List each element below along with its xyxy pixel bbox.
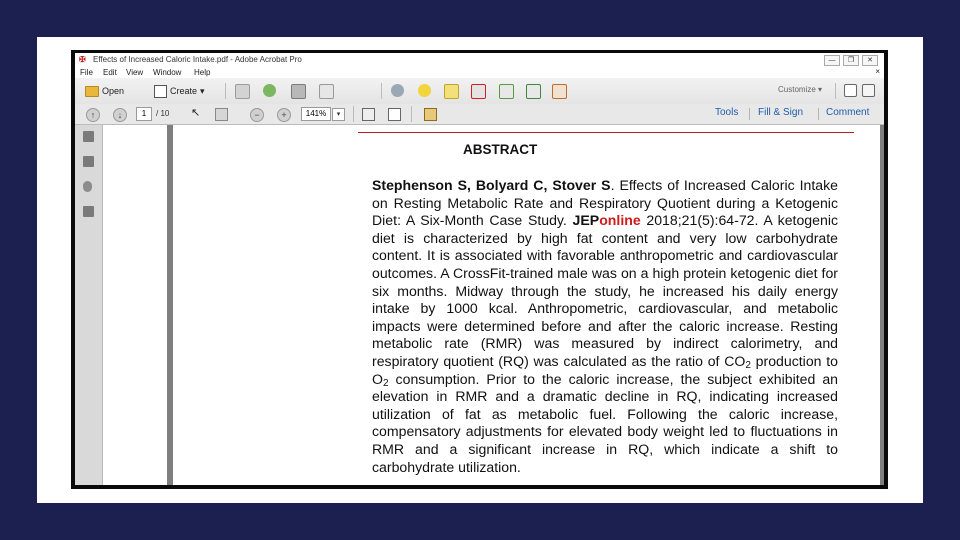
page-number-input[interactable]: 1 [136,107,152,121]
settings-gear-icon[interactable] [391,84,404,97]
menu-view[interactable]: View [126,68,144,77]
menu-file[interactable]: File [80,68,93,77]
tools-pane-link[interactable]: Tools [715,107,739,118]
full-screen-icon[interactable] [862,84,875,97]
collapse-menu-button[interactable]: × [875,67,880,76]
acrobat-window [75,53,884,485]
page-layout-icon[interactable] [388,108,401,121]
toolbar-separator [225,83,226,99]
select-cursor-icon[interactable]: ↖ [191,107,201,119]
comment-bubble-icon[interactable] [418,84,431,97]
citation: 2018;21(5):64-72. [640,212,764,229]
export-pdf-icon[interactable] [552,84,567,99]
next-page-button[interactable]: ↓ [113,108,127,122]
zoom-in-button[interactable]: + [277,108,291,122]
customize-label: Customize [778,85,816,94]
upload-cloud-icon[interactable] [263,84,276,97]
abstract-text-part-3: consumption. Prior to the caloric increase, the subject exhibited an elevation in RMR and a dramatic decline in RQ, indicating increased utilization of fat as metabolic fuel. Following the caloric increase, compensatory adjustments for elevated body weight led to fluctuations in RMR and a significant increase in RQ, which indicate a shift to carbohydrate utilization. [372,370,838,475]
subscript-2: 2 [745,359,751,371]
menu-window[interactable]: Window [153,68,182,77]
title-bar [75,53,884,67]
abstract-authors: Stephenson S, Bolyard C, Stover S [372,177,611,193]
chevron-down-icon: ▾ [200,85,205,96]
previous-page-edge [103,125,167,485]
zoom-dropdown-chevron-icon[interactable]: ▾ [332,108,345,121]
create-pdf-icon [154,85,167,98]
create-label: Create [170,86,198,96]
zoom-out-button[interactable]: − [250,108,264,122]
print-icon[interactable] [291,84,306,99]
attachments-paperclip-icon[interactable] [83,181,92,192]
header-rule [358,132,854,133]
sign-document-icon[interactable] [471,84,486,99]
abstract-body [372,177,838,476]
toolbar-separator [835,83,836,99]
toolbar-separator [353,106,354,122]
abstract-heading: ABSTRACT [463,142,538,157]
save-icon[interactable] [235,84,250,99]
open-label: Open [102,86,125,96]
abstract-text-part-2: production to O [372,352,839,387]
page-thumbnails-icon[interactable] [83,131,94,142]
menu-edit[interactable]: Edit [103,68,117,77]
toolbar-separator [749,108,750,120]
customize-menu[interactable] [778,85,822,94]
form-icon[interactable] [499,84,514,99]
document-viewport[interactable] [103,125,884,485]
read-mode-icon[interactable] [844,84,857,97]
abstract-title-sentence: . Effects of Increased Caloric Intake on Resting Metabolic Rate and Respiratory Quotient during a Ketogenic Diet: A Six-Month Case Study. [372,177,838,229]
hand-pointer-icon[interactable] [424,108,437,121]
fill-and-sign-pane-link[interactable]: Fill & Sign [758,107,804,118]
zoom-level-input[interactable]: 141% [301,107,331,121]
open-button[interactable] [85,83,124,99]
chevron-down-icon: ▾ [818,85,823,94]
journal-name: JEPonline [572,212,641,229]
pdf-page [173,125,880,485]
restore-button[interactable]: ❐ [843,55,859,66]
comment-pane-link[interactable]: Comment [826,107,870,118]
abstract-text-part-1: A ketogenic diet is characterized by high fat content and very low carbohydrate content. It is associated with favorable anthropometric and cardiovascular outcomes. A CrossFit-trained male was on a high protein ketogenic diet for six months. Midway through the study, he increased his daily energy intake by 1000 kcal. Anthropometric, cardiovascular, and metabolic impacts were determined before and after the caloric increase. Resting metabolic rate (RMR) was measured by indirect calorimetry, and respiratory quotient (RQ) was calculated as the ratio of CO [372,212,838,369]
folder-icon [85,86,99,97]
navigation-pane [75,125,103,485]
minimize-button[interactable]: — [824,55,840,66]
previous-page-button[interactable]: ↑ [86,108,100,122]
menu-bar [75,67,884,78]
window-title: Effects of Increased Caloric Intake.pdf - Adobe Acrobat Pro [93,55,302,64]
sticky-note-icon[interactable] [444,84,459,99]
action-wizard-icon[interactable] [526,84,541,99]
hand-tool-icon[interactable] [215,108,228,121]
main-toolbar [75,78,884,105]
menu-help[interactable]: Help [194,68,211,77]
email-icon[interactable] [319,84,334,99]
fit-page-icon[interactable] [362,108,375,121]
subscript-2: 2 [382,377,389,389]
toolbar-separator [381,83,382,99]
page-total: / 10 [156,109,170,118]
toolbar-separator [411,106,412,122]
acrobat-logo-icon: ✠ [79,55,86,64]
navigation-toolbar [75,104,884,125]
close-button[interactable]: ✕ [862,55,878,66]
create-button[interactable] [154,83,205,99]
bookmarks-icon[interactable] [83,156,94,167]
signatures-icon[interactable] [83,206,94,217]
toolbar-separator [818,108,819,120]
